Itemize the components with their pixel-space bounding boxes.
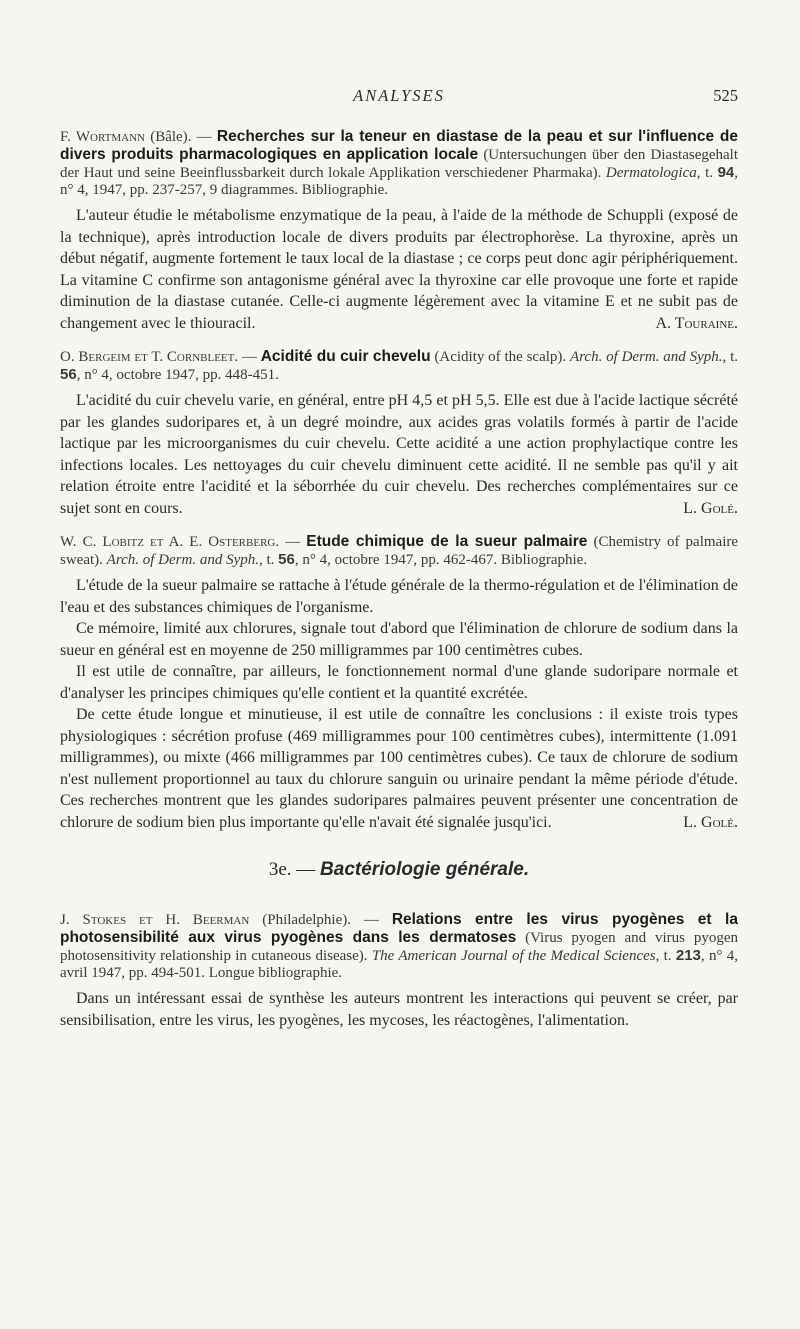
volume-number: 56: [60, 366, 77, 383]
volume-number: 213: [675, 947, 701, 964]
citation-details: , n° 4, octobre 1947, pp. 462-467. Bibliographie.: [294, 552, 588, 568]
authors: W. C. Lobitz et A. E. Osterberg.: [60, 534, 280, 550]
citation-details: , n° 4, 1947, pp. 237-257, 9 diagrammes. Bibliographie.: [60, 165, 738, 198]
abstract-paragraph: [60, 704, 738, 833]
journal-name: Arch. of Derm. and Syph.: [106, 552, 259, 568]
running-header: [60, 86, 738, 110]
abstract-paragraph: [60, 390, 738, 519]
abstract-paragraph: Ce mémoire, limité aux chlorures, signale tout d'abord que l'élimination de chlorure de sodium dans la sueur en général est en moyenne de 250 milligrammes par 100 centimètres cubes.: [60, 620, 738, 659]
volume-prefix: , t.: [259, 552, 279, 568]
reviewer-signature: L. Golé.: [683, 499, 738, 517]
abstract-entry: [60, 911, 738, 1031]
abstract-paragraph: L'étude de la sueur palmaire se rattache à l'étude générale de la thermo-régulation et de l'élimination de l'eau et des substances chimiques de l'organisme.: [60, 577, 738, 616]
original-title: (Acidity of the scalp).: [430, 349, 570, 365]
abstract-entry: [60, 128, 738, 334]
journal-name: The American Journal of the Medical Sciences: [371, 948, 656, 964]
volume-number: 56: [278, 551, 295, 568]
section-heading: [60, 859, 738, 881]
author-location: —: [279, 534, 307, 550]
paragraph-text: L'acidité du cuir chevelu varie, en général, entre pH 4,5 et pH 5,5. Elle est due à l'acide lactique sécrété par les glandes sudoripares et, à un degré moindre, aux acides gras volatils formés à partir de l'acide lactique par les microorganismes du cuir chevelu. Cette acidité a une action prophylactique contre les infections locales. Les nettoyages du cuir chevelu diminuent cette acidité. Il ne semble pas qu'il y ait relation étroite entre l'acidité et la séborrhée du cuir chevelu. Des recherches complémentaires sur ce sujet sont en cours.: [60, 392, 738, 517]
article-title: Etude chimique de la sueur palmaire: [306, 533, 588, 550]
authors: O. Bergeim et T. Cornbleet.: [60, 349, 239, 365]
citation: [60, 911, 738, 982]
paragraph-text: De cette étude longue et minutieuse, il est utile de connaître les conclusions : il existe trois types physiologiques : sécrétion profuse (469 milligrammes pour 100 centimètres cubes), intermittente (1.091 milligrammes), ou mixte (466 milligrammes par 100 centimètres cubes). Ce taux de chlorure de sodium n'est nullement proportionnel au taux du chlorure sanguin ou urinaire pendant la même période d'étude. Ces recherches montrent que les glandes sudoripares palmaires peuvent présenter une concentration de chlorure de sodium bien plus importante qu'elle n'avait été signalée jusqu'ici.: [60, 706, 738, 831]
authors: J. Stokes et H. Beerman: [60, 912, 250, 928]
author-location: —: [238, 349, 261, 365]
original-title: (Untersuchungen über den Diastasegehalt der Haut und seine Beeinflussbarkeit durch lokale Applikation verschiedener Pharmaka).: [60, 147, 738, 181]
journal-name: Dermatologica: [605, 165, 697, 181]
volume-number: 94: [717, 164, 735, 181]
citation-details: , n° 4, octobre 1947, pp. 448-451.: [76, 367, 279, 383]
volume-prefix: , t.: [722, 349, 739, 365]
section-dash: —: [291, 859, 321, 880]
abstract-paragraph: Il est utile de connaître, par ailleurs, le fonctionnement normal d'une glande sudoripare normale et d'analyser les principes chimiques qu'elle contient et la quantité excrétée.: [60, 663, 738, 702]
journal-name: Arch. of Derm. and Syph.: [569, 349, 723, 365]
volume-prefix: , t.: [696, 165, 718, 181]
running-title: ANALYSES: [353, 86, 445, 105]
reviewer-signature: A. Touraine.: [655, 314, 738, 332]
citation: [60, 348, 738, 384]
reviewer-signature: L. Golé.: [683, 813, 738, 831]
abstract-entry: [60, 348, 738, 519]
article-title: Recherches sur la teneur en diastase de la peau et sur l'influence de divers produits pharmacologiques en application locale: [60, 128, 739, 163]
volume-prefix: , t.: [655, 948, 676, 964]
abstract-entry: [60, 533, 738, 833]
page-number: 525: [713, 86, 738, 105]
section-number: 3e.: [268, 859, 292, 880]
citation: [60, 533, 738, 569]
paragraph-text: L'auteur étudie le métabolisme enzymatique de la peau, à l'aide de la méthode de Schuppli (exposé de la technique), après introduction locale de divers produits par électrophorèse. La thyroxine, après un début négatif, augmente fortement le taux local de la diastase ; ce corps peut donc agir périphériquement. La vitamine C confirme son antagonisme général avec la thyroxine car elle provoque une forte et rapide diminution de la diastase cutanée. Celle-ci augmente légèrement avec la vitamine E et ne subit pas de changement avec le thiouracil.: [60, 207, 738, 332]
original-title: (Chemistry of palmaire sweat).: [60, 534, 739, 568]
abstract-paragraph: [60, 205, 738, 334]
section-name: Bactériologie générale.: [320, 859, 530, 880]
citation: [60, 128, 738, 199]
author-location: (Philadelphie). —: [249, 912, 392, 928]
original-title: (Virus pyogen and virus pyogen photosensitivity relationship in cutaneous disease).: [60, 930, 738, 964]
author-location: (Bâle). —: [150, 129, 217, 145]
article-content: [60, 128, 738, 1045]
authors: F. Wortmann: [60, 129, 145, 145]
abstract-paragraph: Dans un intéressant essai de synthèse les auteurs montrent les interactions qui peuvent se créer, par sensibilisation, entre les virus, les pyogènes, les mycoses, les réactogènes, l'alimentation.: [60, 990, 738, 1029]
citation-details: , n° 4, avril 1947, pp. 494-501. Longue bibliographie.: [60, 948, 738, 981]
article-title: Acidité du cuir chevelu: [260, 348, 431, 365]
article-title: Relations entre les virus pyogènes et la photosensibilité aux virus pyogènes dans les dermatoses: [60, 911, 738, 946]
